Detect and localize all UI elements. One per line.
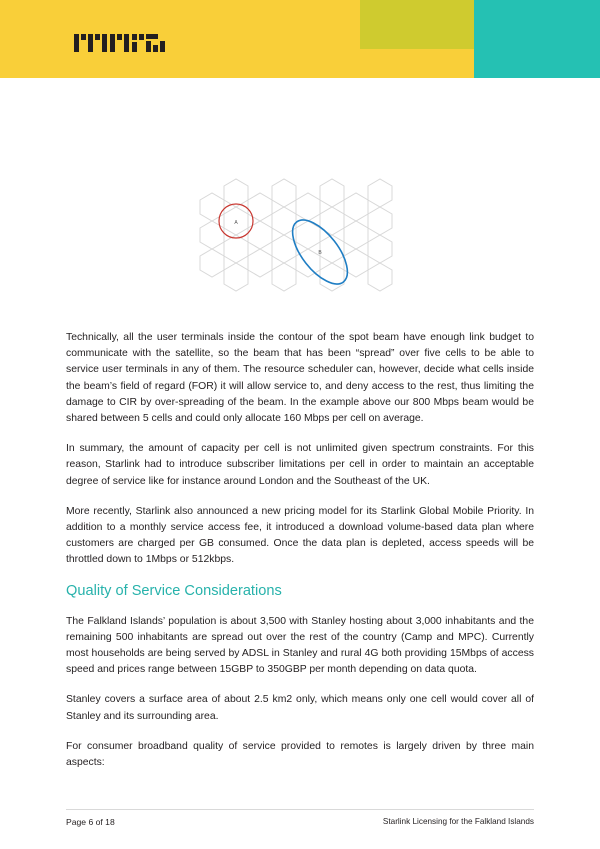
footer-divider [66,809,534,810]
header-olive-band [360,0,474,49]
paragraph: The Falkland Islands’ population is about 3,500 with Stanley hosting about 3,000 inhabitants and the remaining 500 inhabitants are spread out over the rest of the country (Camp and MPC). Currently most households are being served by ADSL in Stanley and rural 4G both providing 15Mbps of access speed and prices range between 15GBP to 350GBP per month depending on data quota. [66,615,534,676]
svg-text:A: A [234,220,238,226]
paragraph: More recently, Starlink also announced a new pricing model for its Starlink Global Mobile Priority. In addition to a monthly service access fee, it introduced a download volume-based data plan where customers are charged per GB consumed. Once the data plan is depleted, access speeds will be throttled down to 1Mbps or 512kbps. [66,505,534,566]
svg-text:B: B [318,250,322,256]
footer-document-title: Starlink Licensing for the Falkland Islands [382,817,534,826]
header-teal-band [474,0,600,78]
mtg-logo [74,30,170,56]
section-heading: Quality of Service Considerations [66,582,282,599]
paragraph: For consumer broadband quality of service provided to remotes is largely driven by three main aspects: [66,740,534,769]
paragraph: Stanley covers a surface area of about 2.5 km2 only, which means only one cell would cover all of Stanley and its surrounding area. [66,694,534,722]
hex-cell-beam-diagram [0,170,600,320]
document-body [66,330,534,785]
paragraph: In summary, the amount of capacity per cell is not unlimited given spectrum constraints. For this reason, Starlink had to introduce subscriber limitations per cell in order to maintain an acceptable degree of service like for instance around London and the Southeast of the UK. [66,443,534,487]
page-header [0,0,600,90]
page-number: Page 6 of 18 [66,817,115,827]
paragraph: Technically, all the user terminals inside the contour of the spot beam have enough link budget to communicate with the satellite, so the beam that has been “spread” over five cells to be able to service user terminals in any of them. The resource scheduler can, however, decide what cells inside the beam’s field of regard (FOR) it will allow service to, and deny access to the rest, thus limiting the damage to CIR by over-spreading of the beam. In the example above our 800 Mbps beam would be shared between 5 cells and could only allocate 160 Mbps per cell on average. [66,332,534,425]
page-footer [0,809,600,849]
